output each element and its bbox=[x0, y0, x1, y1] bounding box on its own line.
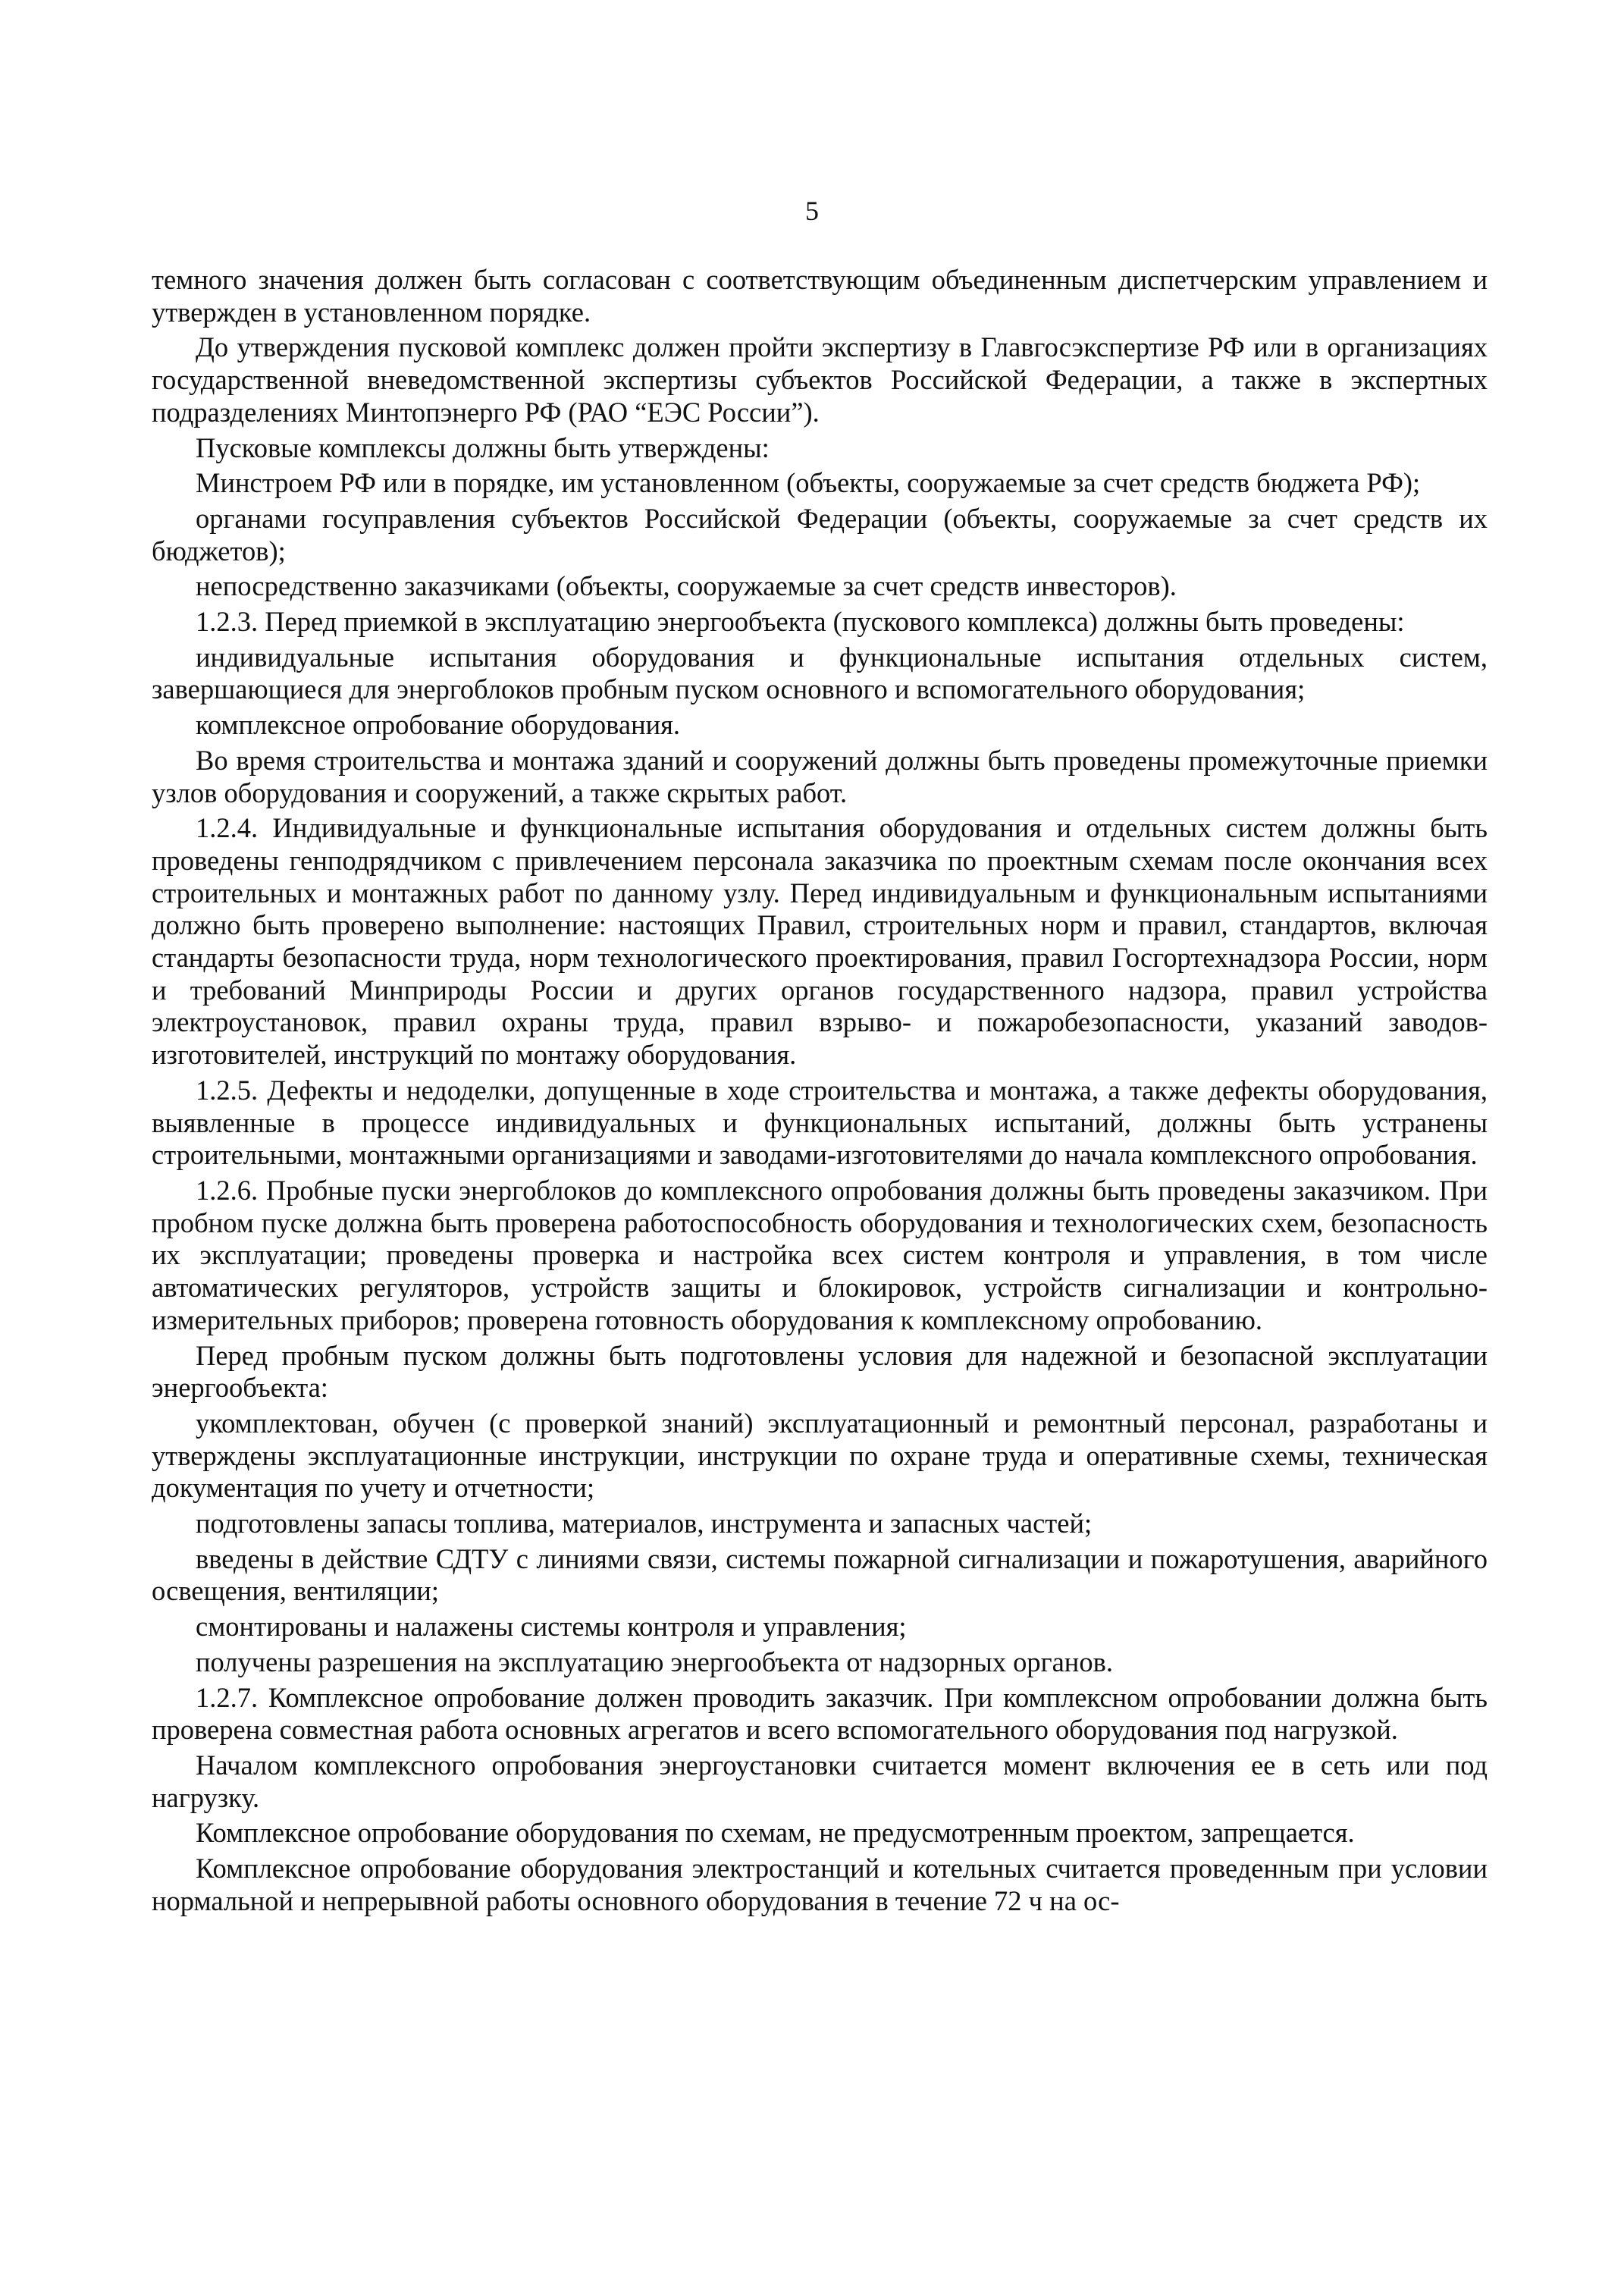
page-number: 5 bbox=[805, 196, 819, 226]
paragraph: Началом комплексного опробования энергоустановки считается момент включения ее в сеть или под нагрузку. bbox=[152, 1749, 1488, 1813]
document-body bbox=[152, 264, 1488, 1920]
paragraph: Минстроем РФ или в порядке, им установленном (объекты, сооружаемые за счет средств бюджета РФ); bbox=[196, 467, 1421, 499]
paragraph: До утверждения пусковой комплекс должен пройти экспертизу в Главгосэкспертизе РФ или в организациях государственной вневедомственной экспертизы субъектов Российской Федерации, а также в экспертных подразделениях Минтопэнерго РФ (РАО “ЕЭС России”). bbox=[152, 331, 1488, 428]
paragraph: 1.2.3. Перед приемкой в эксплуатацию энергообъекта (пускового комплекса) должны быть проведены: bbox=[196, 606, 1405, 638]
paragraph: получены разрешения на эксплуатацию энергообъекта от надзорных органов. bbox=[196, 1646, 1113, 1677]
paragraph: индивидуальные испытания оборудования и функциональные испытания отдельных систем, завершающиеся для энергоблоков пробным пуском основного и вспомогательного оборудования; bbox=[152, 641, 1488, 705]
paragraph: Во время строительства и монтажа зданий и сооружений должны быть проведены промежуточные приемки узлов оборудования и сооружений, а также скрытых работ. bbox=[152, 744, 1488, 808]
paragraph: 1.2.6. Пробные пуски энергоблоков до комплексного опробования должны быть проведены заказчиком. При пробном пуске должна быть проверена работоспособность оборудования и технологических схем, безопасность их эксплуатации; проведены проверка и настройка всех систем контроля и управления, в том числе автоматических регуляторов, устройств защиты и блокировок, устройств сигнализации и контрольно-измерительных приборов; проверена готовность оборудования к комплексному опробованию. bbox=[152, 1174, 1488, 1335]
paragraph: 1.2.4. Индивидуальные и функциональные испытания оборудования и отдельных систем должны быть проведены генподрядчиком с привлечением персонала заказчика по проектным схемам после окончания всех строительных и монтажных работ по данному узлу. Перед индивидуальным и функциональным испытаниями должно быть проверено выполнение: настоящих Правил, строительных норм и правил, стандартов, включая стандарты безопасности труда, норм технологического проектирования, правил Госгортехнадзора России, норм и требований Минприроды России и других органов государственного надзора, правил устройства электроустановок, правил охраны труда, правил взрыво- и пожаробезопасности, указаний заводов-изготовителей, инструкций по монтажу оборудования. bbox=[152, 812, 1488, 1071]
paragraph: введены в действие СДТУ с линиями связи, системы пожарной сигнализации и пожаротушения, аварийного освещения, вентиляции; bbox=[152, 1542, 1488, 1607]
paragraph: укомплектован, обучен (с проверкой знаний) эксплуатационный и ремонтный персонал, разработаны и утверждены эксплуатационные инструкции, инструкции по охране труда и оперативные схемы, техническая документация по учету и отчетности; bbox=[152, 1407, 1488, 1504]
paragraph: Пусковые комплексы должны быть утверждены: bbox=[196, 431, 770, 463]
paragraph: органами госуправления субъектов Российской Федерации (объекты, сооружаемые за счет средств их бюджетов); bbox=[152, 502, 1488, 566]
paragraph: Перед пробным пуском должны быть подготовлены условия для надежной и безопасной эксплуатации энергообъекта: bbox=[152, 1339, 1488, 1404]
paragraph: подготовлены запасы топлива, материалов, инструмента и запасных частей; bbox=[196, 1508, 1093, 1539]
paragraph: Комплексное опробование оборудования по схемам, не предусмотренным проектом, запрещается. bbox=[196, 1817, 1355, 1849]
paragraph: Комплексное опробование оборудования электростанций и котельных считается проведенным при условии нормальной и непрерывной работы основного оборудования в течение 72 ч на ос- bbox=[152, 1853, 1488, 1916]
paragraph: смонтированы и налажены системы контроля и управления; bbox=[196, 1611, 907, 1643]
paragraph: комплексное опробование оборудования. bbox=[196, 709, 681, 741]
paragraph: темного значения должен быть согласован с соответствующим объединенным диспетчерским управлением и утвержден в установленном порядке. bbox=[152, 264, 1488, 328]
paragraph: непосредственно заказчиками (объекты, сооружаемые за счет средств инвесторов). bbox=[196, 570, 1177, 602]
paragraph: 1.2.5. Дефекты и недоделки, допущенные в ходе строительства и монтажа, а также дефекты оборудования, выявленные в процессе индивидуальных и функциональных испытаний, должны быть устранены строительными, монтажными организациями и заводами-изготовителями до начала комплексного опробования. bbox=[152, 1074, 1488, 1171]
paragraph: 1.2.7. Комплексное опробование должен проводить заказчик. При комплексном опробовании должна быть проверена совместная работа основных агрегатов и всего вспомогательного оборудования под нагрузкой. bbox=[152, 1681, 1488, 1746]
